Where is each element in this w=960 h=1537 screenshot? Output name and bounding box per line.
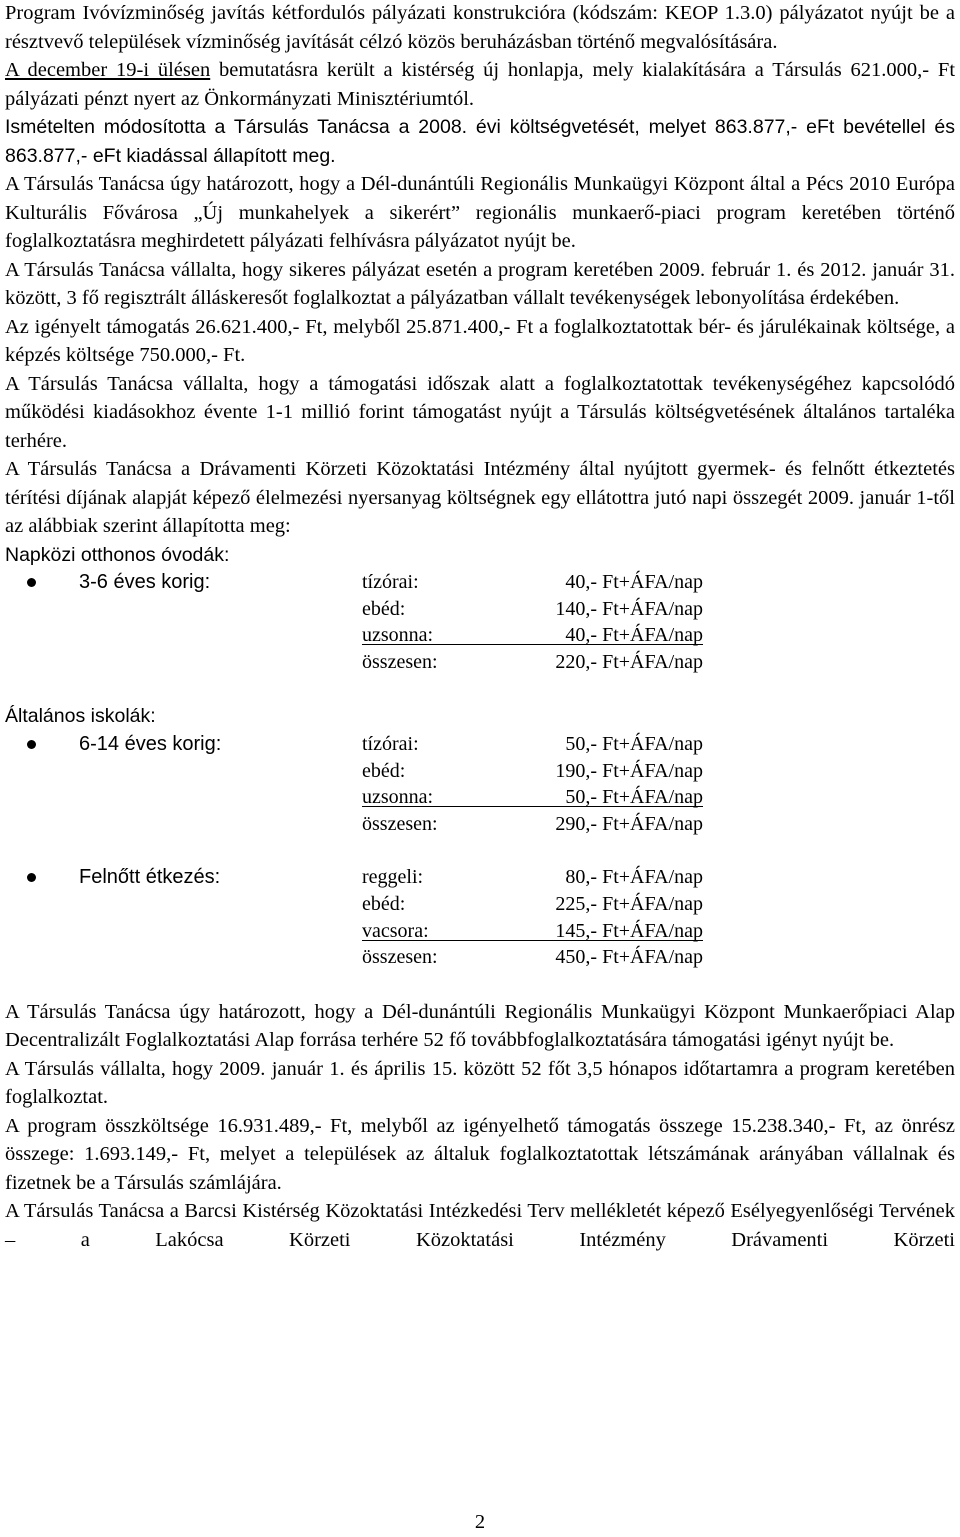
- meal-name: tízórai:: [362, 732, 419, 755]
- section-label-kindergarten: Napközi otthonos óvodák:: [5, 543, 230, 566]
- paragraph-52-people: A Társulás vállalta, hogy 2009. január 1. és április 15. között 52 főt 3,5 hónapos időtartamra a program keretében foglalkoztat.: [5, 1057, 955, 1109]
- document-page: [5, 0, 955, 1254]
- meal-price: 50,- Ft+ÁFA/nap: [565, 786, 703, 809]
- price-group-kindergarten: [5, 569, 955, 676]
- price-row: [5, 864, 955, 891]
- meal-name: összesen:: [362, 946, 438, 969]
- paragraph-support-amount: Az igényelt támogatás 26.621.400,- Ft, melyből 25.871.400,- Ft a foglalkoztatottak bér- és járulékainak költsége, a képzés költsége 750.000,- Ft.: [5, 315, 955, 366]
- meal-price: 145,- Ft+ÁFA/nap: [555, 919, 703, 942]
- paragraph-website-rest: bemutatásra került a kistérség új honlapja, mely kialakítására a Társulás 621.000,- Ft pályázati pénzt nyert az Önkormányzati Minisztériumtól.: [5, 59, 956, 110]
- meal-name: uzsonna:: [362, 786, 434, 809]
- bullet-icon: [27, 740, 36, 749]
- paragraph-keop: Program Ivóvízminőség javítás kétfordulós pályázati konstrukcióra (kódszám: KEOP 1.3.0) pályázatot nyújt be a résztvevő települések vízminőség javítását célzó közös beruházásban történő megvalósítására.: [5, 2, 955, 53]
- group-name: 3-6 éves korig:: [79, 571, 211, 593]
- price-row-total: [5, 811, 955, 838]
- price-row: [5, 622, 955, 649]
- paragraph-operating-support: A Társulás Tanácsa vállalta, hogy a támogatási időszak alatt a foglalkoztatottak tevékenységéhez kapcsolódó működési kiadásokhoz évente 1-1 millió forint támogatást nyújt a Társulás költségvetésének általános tartaléka terhére.: [5, 372, 955, 452]
- spacer: [5, 971, 955, 998]
- meal-price: 50,- Ft+ÁFA/nap: [565, 732, 703, 755]
- paragraph-meal-prices: A Társulás Tanácsa a Drávamenti Körzeti Közoktatási Intézmény által nyújtott gyermek- és felnőtt étkeztetés térítési díjának alapját képező élelmezési nyersanyag költségnek egy ellátottra jutó napi összegét 2009. január 1-től az alábbiak szerint állapította meg:: [5, 458, 955, 537]
- meal-price: 140,- Ft+ÁFA/nap: [555, 597, 703, 620]
- bullet-icon: [27, 873, 36, 882]
- paragraph-budget: Ismételten módosította a Társulás Tanácsa a 2008. évi költségvetését, melyet 863.877,- eFt bevétellel és 863.877,- eFt kiadással állapított meg.: [5, 116, 955, 167]
- meal-price: 80,- Ft+ÁFA/nap: [565, 866, 703, 889]
- paragraph-continued-employment: A Társulás Tanácsa úgy határozott, hogy a Dél-dunántúli Regionális Munkaügyi Központ Munkaerőpiaci Alap Decentralizált Foglalkoztatási Alap forrása terhére 52 fő továbbfoglalkoztatására támogatási igényt nyújt be.: [5, 1000, 955, 1052]
- group-name: Felnőtt étkezés:: [79, 866, 221, 889]
- price-row: [5, 891, 955, 918]
- meal-price: 225,- Ft+ÁFA/nap: [555, 893, 703, 916]
- meal-price: 450,- Ft+ÁFA/nap: [555, 946, 703, 969]
- meal-name: uzsonna:: [362, 624, 434, 647]
- sum-underline: [362, 940, 703, 941]
- meal-name: vacsora:: [362, 919, 429, 942]
- price-row: [5, 569, 955, 596]
- meal-name: tízórai:: [362, 571, 419, 593]
- price-row: [5, 758, 955, 785]
- meal-price: 40,- Ft+ÁFA/nap: [565, 624, 703, 647]
- price-row: [5, 596, 955, 623]
- paragraph-total-cost: A program összköltsége 16.931.489,- Ft, melyből az igényelhető támogatás összege 15.238.340,- Ft, az önrész összege: 1.693.149,- Ft, melyet a települések az általuk foglalkoztatottak létszámának arányában vállalnak és fizetnek be a Társulás számlájára.: [5, 1114, 955, 1194]
- meal-price: 40,- Ft+ÁFA/nap: [565, 571, 703, 593]
- sum-underline: [362, 644, 703, 645]
- meal-name: reggeli:: [362, 866, 424, 889]
- paragraph-website-link: A december 19-i ülésen: [5, 59, 211, 81]
- section-label-school: Általános iskolák:: [5, 705, 156, 728]
- spacer: [5, 838, 955, 865]
- price-row-total: [5, 649, 955, 676]
- meal-price: 220,- Ft+ÁFA/nap: [555, 651, 703, 674]
- price-row: [5, 784, 955, 811]
- spacer: [5, 676, 955, 703]
- price-row: [5, 918, 955, 945]
- price-row: [5, 731, 955, 758]
- group-name: 6-14 éves korig:: [79, 732, 222, 755]
- meal-name: ebéd:: [362, 597, 406, 620]
- meal-name: ebéd:: [362, 893, 406, 916]
- price-group-adult: [5, 864, 955, 971]
- meal-name: ebéd:: [362, 759, 406, 782]
- paragraph-employment-tender: A Társulás Tanácsa úgy határozott, hogy a Dél-dunántúli Regionális Munkaügyi Központ által a Pécs 2010 Európa Kulturális Fővárosa „Új munkahelyek a sikerért” regionális munkaerő-piaci program keretében történő foglalkoztatásra meghirdetett pályázati felhívásra pályázatot nyújt be.: [5, 173, 955, 252]
- meal-price: 190,- Ft+ÁFA/nap: [555, 759, 703, 782]
- meal-name: összesen:: [362, 813, 438, 835]
- price-group-school: [5, 731, 955, 838]
- sum-underline: [362, 806, 703, 807]
- paragraph-equal-opportunity: A Társulás Tanácsa a Barcsi Kistérség Közoktatási Intézkedési Terv mellékletét képező Esélyegyenlőségi Tervének – a Lakócsa Körzeti Közoktatási Intézmény Drávamenti Körzeti: [5, 1200, 955, 1251]
- meal-price: 290,- Ft+ÁFA/nap: [555, 813, 703, 835]
- bullet-icon: [27, 578, 36, 587]
- price-row-total: [5, 944, 955, 971]
- paragraph-website: [5, 56, 955, 113]
- page-number: 2: [474, 1511, 486, 1533]
- meal-name: összesen:: [362, 651, 438, 674]
- paragraph-commitment: A Társulás Tanácsa vállalta, hogy sikeres pályázat esetén a program keretében 2009. február 1. és 2012. január 31. között, 3 fő regisztrált álláskeresőt foglalkoztat a pályázatban vállalt tevékenységek lebonyolítása érdekében.: [5, 258, 955, 309]
